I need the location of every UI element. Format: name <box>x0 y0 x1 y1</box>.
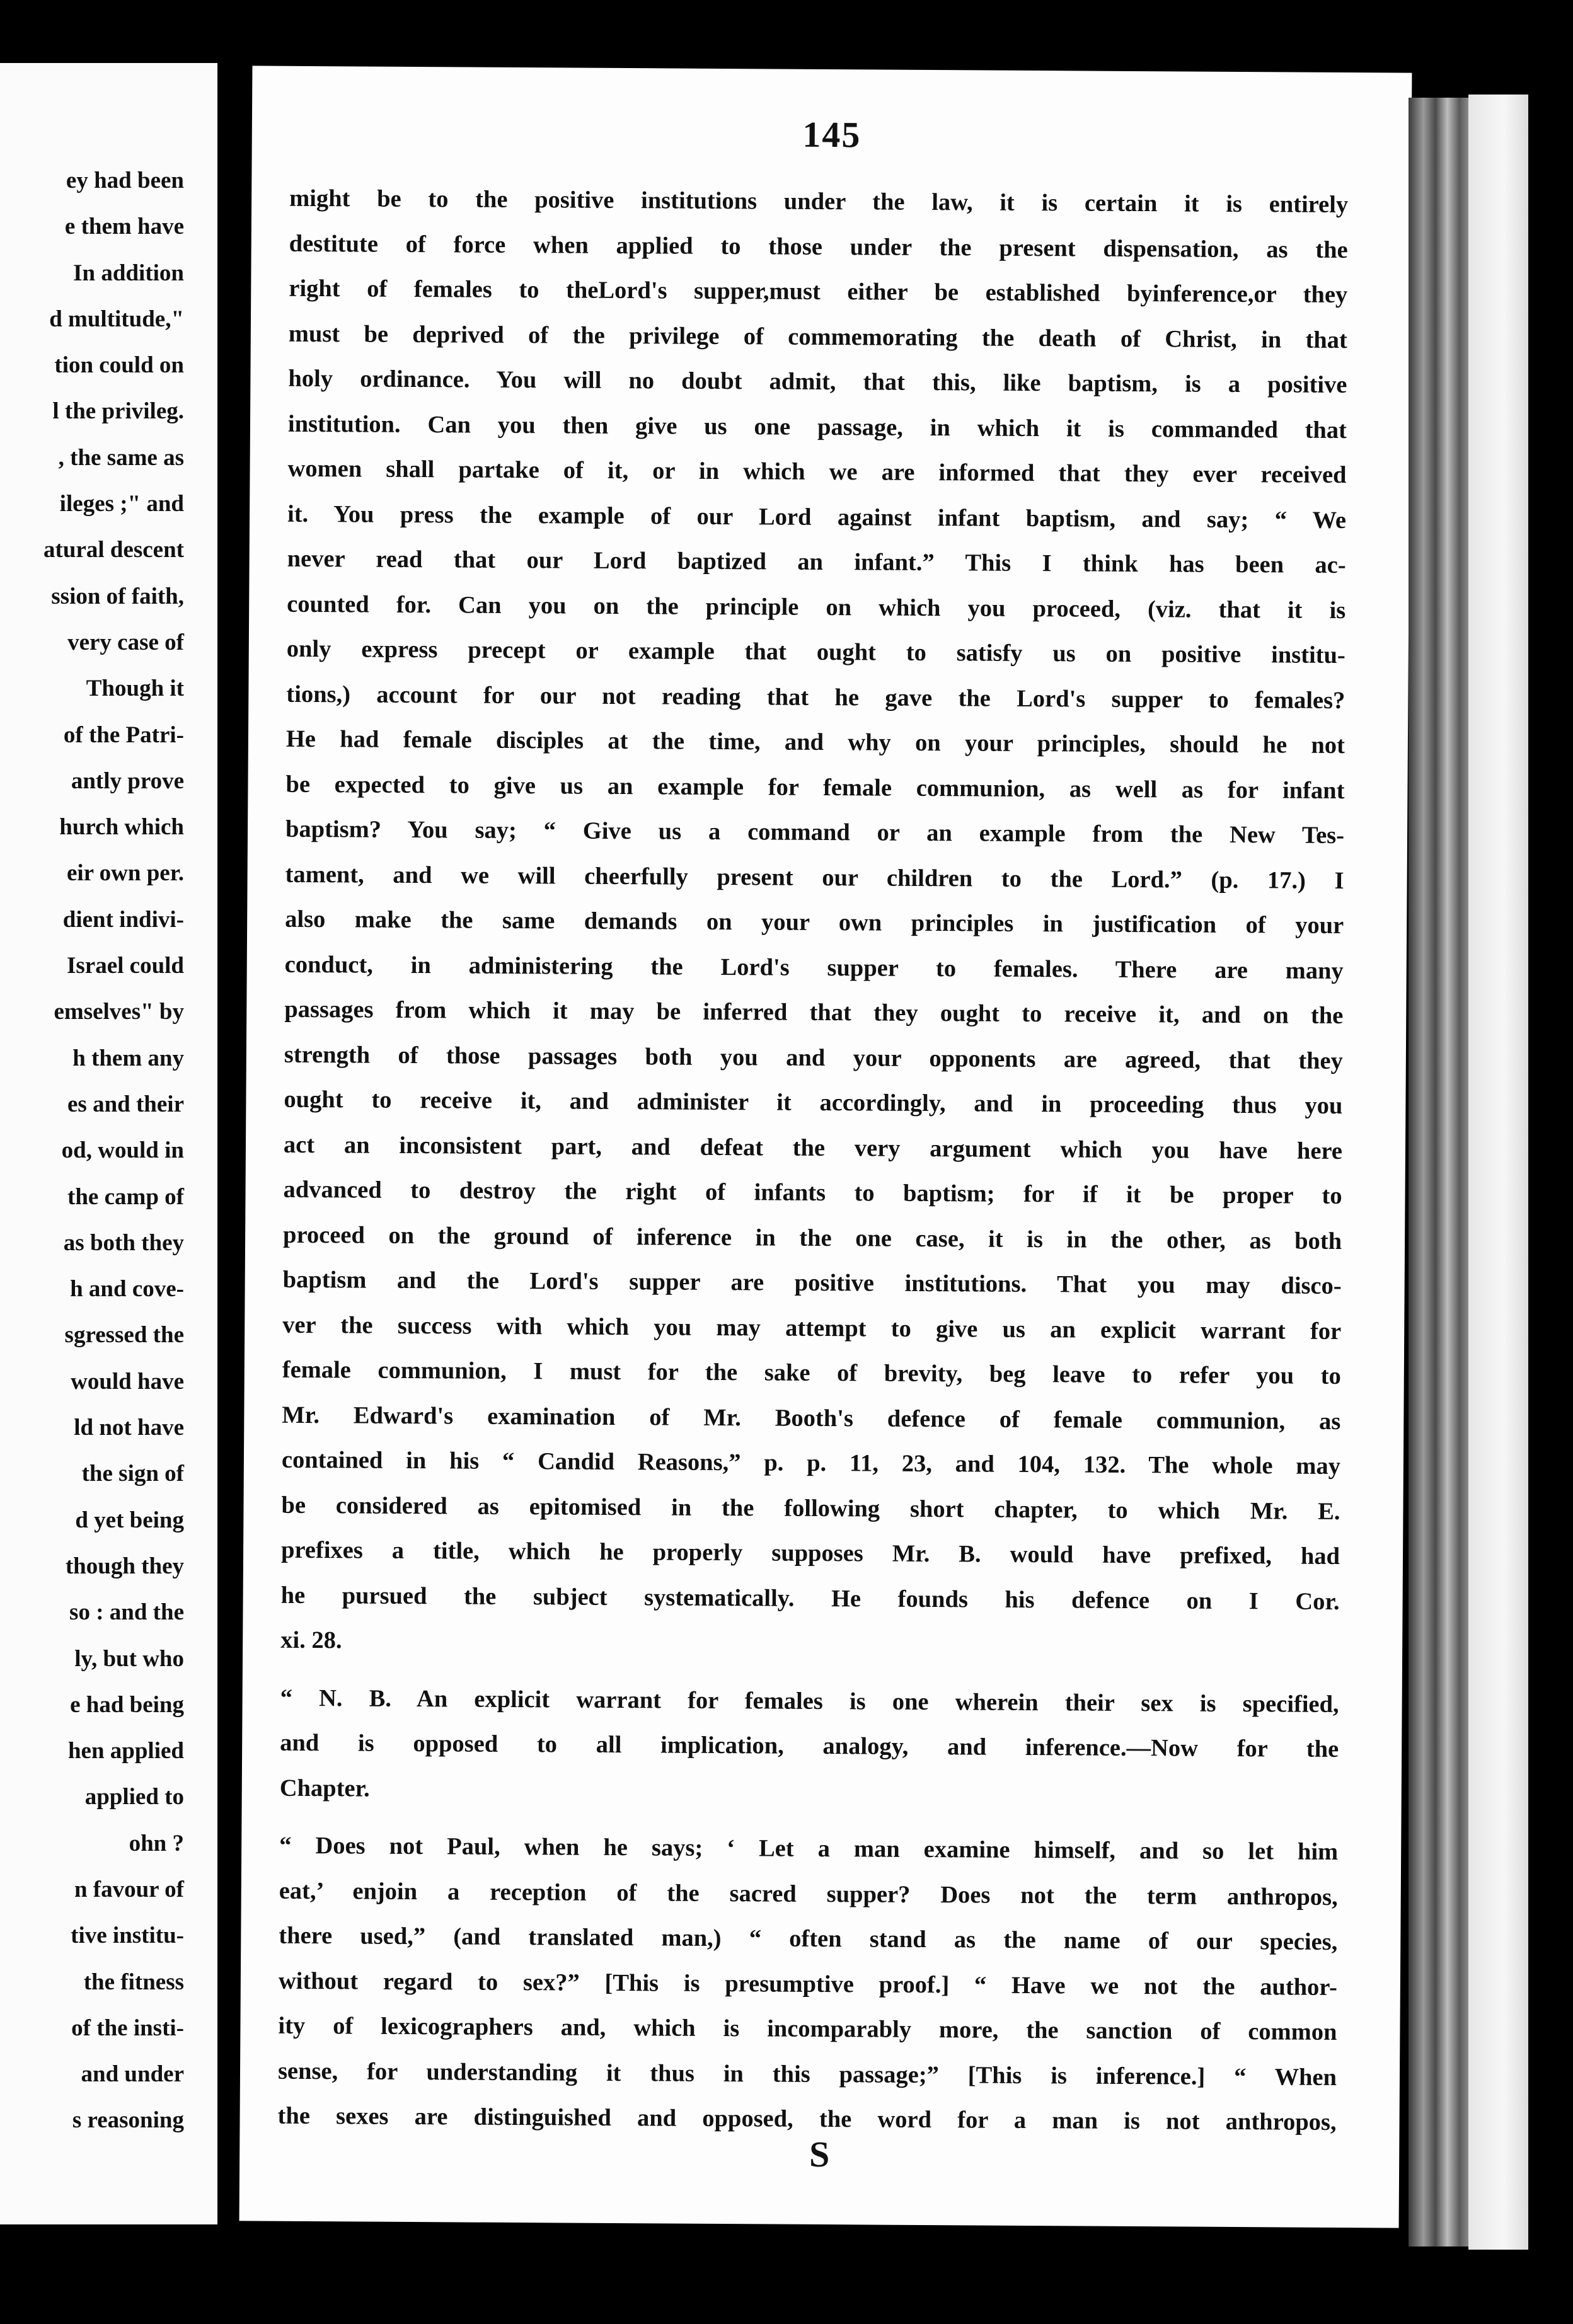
text-line: advanced to destroy the right of infants to baptism; for if it be proper to <box>283 1176 1342 1210</box>
text-line: contained in his “ Candid Reasons,” p. p. 11, 23, and 104, 132. The whole may <box>281 1446 1341 1480</box>
left-text-line: es and their <box>67 1091 184 1117</box>
left-text-line: l the privileg. <box>52 398 184 425</box>
left-text-line: n favour of <box>74 1876 184 1902</box>
text-line: “ N. B. An explicit warrant for females is one wherein their sex is specified, <box>280 1684 1339 1718</box>
page-body-text <box>277 176 1348 2146</box>
text-line: baptism? You say; “ Give us a command or an example from the New Tes- <box>285 815 1345 849</box>
text-line: never read that our Lord baptized an infant.” This I think has been ac- <box>287 545 1346 579</box>
left-text-line: h them any <box>72 1045 184 1071</box>
text-line: baptism and the Lord's supper are positive institutions. That you may disco- <box>282 1266 1342 1300</box>
text-line: also make the same demands on your own principles in justification of your <box>285 906 1344 940</box>
text-line: only express precept or example that ought to satisfy us on positive institu- <box>286 635 1345 669</box>
left-text-line: the sign of <box>81 1461 184 1487</box>
left-text-line: though they <box>65 1553 184 1579</box>
text-line: female communion, I must for the sake of brevity, beg leave to refer you to <box>282 1356 1341 1390</box>
text-line: it. You press the example of our Lord against infant baptism, and say; “ We <box>287 500 1347 534</box>
text-line: be expected to give us an example for female communion, as well as for infant <box>285 771 1345 804</box>
text-line: ity of lexicographers and, which is incomparably more, the sanction of common <box>278 2012 1337 2045</box>
left-text-line: so : and the <box>69 1599 184 1626</box>
text-line: eat,’ enjoin a reception of the sacred supper? Does not the term anthropos, <box>279 1877 1338 1911</box>
text-line: passages from which it may be inferred that they ought to receive it, and on the <box>284 996 1344 1030</box>
left-text-line: eir own per. <box>66 860 184 887</box>
text-line: prefixes a title, which he properly supposes Mr. B. would have prefixed, had <box>280 1536 1340 1570</box>
text-line: women shall partake of it, or in which we are informed that they ever received <box>287 455 1347 489</box>
left-text-line: tion could on <box>54 352 184 379</box>
previous-page-fragment <box>0 63 217 2224</box>
text-line: ver the success with which you may attempt to give us an explicit warrant for <box>282 1311 1342 1345</box>
left-text-line: antly prove <box>71 768 184 794</box>
text-line: without regard to sex?” [This is presumptive proof.] “ Have we not the author- <box>278 1967 1337 2001</box>
left-text-line: ohn ? <box>129 1830 184 1856</box>
text-line: conduct, in administering the Lord's supper to females. There are many <box>284 951 1344 984</box>
text-line: and is opposed to all implication, analogy, and inference.—Now for the <box>280 1729 1339 1763</box>
text-line: act an inconsistent part, and defeat the very argument which you have here <box>283 1131 1343 1165</box>
left-text-line: ey had been <box>66 168 184 193</box>
left-text-line: as both they <box>63 1229 184 1256</box>
left-text-line: h and cove- <box>70 1276 184 1303</box>
text-line: might be to the positive institutions under the law, it is certain it is entirely <box>289 185 1349 219</box>
text-line: institution. Can you then give us one passage, in which it is commanded that <box>287 410 1347 444</box>
left-text-line: ileges ;" and <box>59 491 184 517</box>
text-line: strength of those passages both you and your opponents are agreed, that they <box>284 1041 1343 1074</box>
text-line: tions,) account for our not reading that he gave the Lord's supper to females? <box>286 681 1345 714</box>
page-number: 145 <box>802 113 861 156</box>
text-line: “ Does not Paul, when he says; ‘ Let a man examine himself, and so let him <box>279 1832 1339 1865</box>
left-text-line: hen applied <box>67 1738 184 1764</box>
left-text-line: applied to <box>84 1784 184 1810</box>
left-text-line: emselves" by <box>54 999 184 1025</box>
text-line: Chapter. <box>279 1775 370 1802</box>
left-text-line: sgressed the <box>64 1322 184 1349</box>
text-line: He had female disciples at the time, and why on your principles, should he not <box>285 725 1345 759</box>
left-text-line: od, would in <box>61 1137 184 1164</box>
left-text-line: the fitness <box>83 1969 184 1995</box>
left-text-line: very case of <box>67 629 184 655</box>
left-text-line: In addition <box>73 260 184 286</box>
left-text-line: and under <box>81 2061 184 2088</box>
left-text-line: s reasoning <box>72 2107 184 2134</box>
left-text-line: ly, but who <box>74 1645 184 1672</box>
text-line: the sexes are distinguished and opposed, the word for a man is not anthropos, <box>277 2102 1337 2136</box>
text-line: sense, for understanding it thus in this passage;” [This is inference.] “ When <box>277 2057 1337 2091</box>
left-text-line: hurch which <box>59 814 184 841</box>
text-line: there used,” (and translated man,) “ often stand as the name of our species, <box>279 1922 1338 1955</box>
left-text-line: atural descent <box>43 537 184 563</box>
left-text-line: , the same as <box>58 444 184 471</box>
left-text-line: the camp of <box>67 1183 184 1210</box>
text-line: tament, and we will cheerfully present our children to the Lord.” (p. 17.) I <box>285 861 1344 894</box>
left-text-line: would have <box>71 1368 184 1395</box>
left-text-line: e them have <box>64 214 184 240</box>
text-line: he pursued the subject systematically. He founds his defence on I Cor. <box>280 1582 1340 1615</box>
text-line: be considered as epitomised in the following short chapter, to which Mr. E. <box>281 1492 1340 1525</box>
text-line: holy ordinance. You will no doubt admit, that this, like baptism, is a positive <box>288 365 1347 399</box>
left-text-line: d multitude," <box>49 306 184 332</box>
text-line: xi. 28. <box>280 1626 342 1654</box>
signature-mark: S <box>809 2133 830 2175</box>
left-text-line: ld not have <box>74 1415 184 1441</box>
page-edges-light <box>1468 95 1528 2250</box>
previous-page-text <box>0 158 189 2144</box>
text-line: right of females to theLord's supper,must either be established byinference,or they <box>289 275 1348 309</box>
text-line: ought to receive it, and administer it accordingly, and in proceeding thus you <box>284 1086 1343 1120</box>
left-text-line: Though it <box>86 676 184 702</box>
book-page <box>239 66 1412 2228</box>
left-text-line: Israel could <box>66 953 184 979</box>
text-line: proceed on the ground of inference in the one case, it is in the other, as both <box>283 1221 1342 1255</box>
text-line: must be deprived of the privilege of commemorating the death of Christ, in that <box>288 320 1347 354</box>
left-text-line: of the insti- <box>71 2015 184 2041</box>
left-text-line: tive institu- <box>71 1923 184 1949</box>
page-edges-dark <box>1409 98 1468 2246</box>
text-line: Mr. Edward's examination of Mr. Booth's defence of female communion, as <box>282 1401 1341 1435</box>
left-text-line: dient indivi- <box>62 906 184 933</box>
left-text-line: d yet being <box>75 1507 184 1533</box>
text-line: destitute of force when applied to those under the present dispensation, as the <box>289 230 1348 263</box>
left-text-line: ssion of faith, <box>51 583 184 609</box>
left-text-line: of the Patri- <box>63 722 184 748</box>
text-line: counted for. Can you on the principle on which you proceed, (viz. that it is <box>287 590 1346 624</box>
left-text-line: e had being <box>70 1691 184 1718</box>
